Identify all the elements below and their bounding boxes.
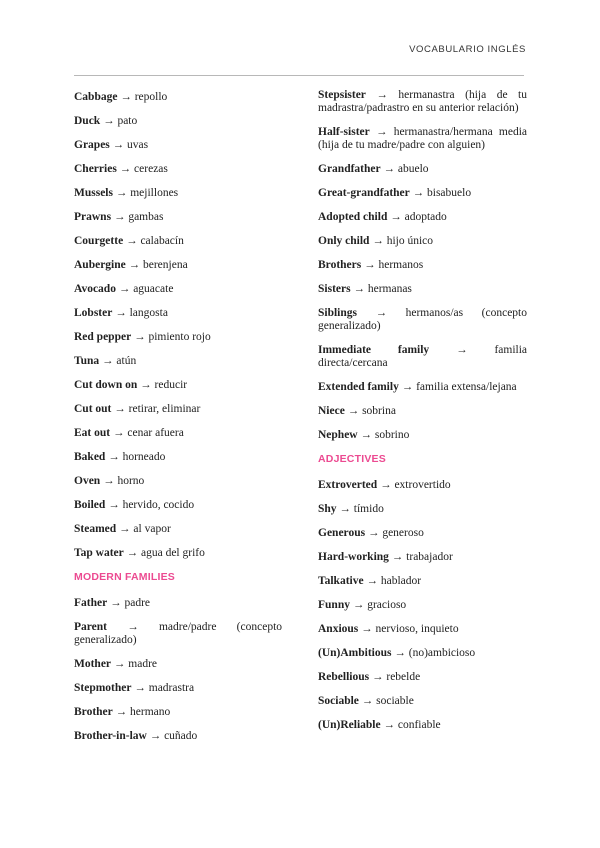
header-divider	[74, 75, 524, 76]
arrow-icon: →	[140, 379, 152, 391]
arrow-icon: →	[120, 91, 132, 103]
vocab-term: (Un)Ambitious	[318, 647, 392, 659]
vocab-translation: horneado	[122, 451, 166, 463]
arrow-icon: →	[390, 211, 402, 223]
vocab-term: Generous	[318, 527, 366, 539]
vocab-translation: adoptado	[404, 211, 447, 223]
vocab-entry	[74, 331, 282, 344]
vocab-entry	[74, 403, 282, 416]
vocab-term: Eat out	[74, 427, 111, 439]
vocab-term: Grapes	[74, 139, 110, 151]
vocab-entry	[74, 597, 282, 610]
vocab-term: Red pepper	[74, 331, 132, 343]
vocab-term: Father	[74, 597, 108, 609]
vocab-entry	[318, 211, 527, 224]
vocab-entry	[74, 283, 282, 296]
vocab-translation: bisabuelo	[427, 187, 472, 199]
vocab-entry	[318, 575, 527, 588]
page-header-title: VOCABULARIO INGLÉS	[409, 44, 526, 55]
vocab-term: Talkative	[318, 575, 364, 587]
arrow-icon: →	[347, 405, 360, 417]
vocab-entry	[74, 187, 282, 200]
vocab-term: Mussels	[74, 187, 113, 199]
arrow-icon: →	[119, 523, 131, 535]
vocab-entry	[74, 730, 282, 743]
vocab-entry	[318, 527, 527, 540]
vocab-term: Hard-working	[318, 551, 389, 563]
vocab-term: Adopted child	[318, 211, 388, 223]
vocab-entry	[74, 379, 282, 392]
vocab-term: Cut down on	[74, 379, 138, 391]
vocab-term: Half-sister	[318, 126, 370, 138]
arrow-icon: →	[112, 427, 125, 439]
vocab-term: Cut out	[74, 403, 112, 415]
vocab-translation: (no)ambicioso	[408, 647, 476, 659]
vocab-term: (Un)Reliable	[318, 719, 381, 731]
arrow-icon: →	[103, 475, 115, 487]
vocab-translation: hermanos/as (concepto generalizado)	[318, 307, 528, 332]
vocab-term: Courgette	[74, 235, 124, 247]
vocab-entry	[318, 503, 527, 516]
arrow-icon: →	[361, 695, 374, 707]
vocab-entry	[318, 551, 527, 564]
arrow-icon: →	[375, 307, 388, 319]
vocab-translation: nervioso, inquieto	[375, 623, 459, 635]
vocab-translation: tímido	[353, 503, 384, 515]
arrow-icon: →	[361, 623, 373, 635]
arrow-icon: →	[372, 671, 384, 683]
arrow-icon: →	[115, 706, 128, 718]
arrow-icon: →	[394, 647, 406, 659]
arrow-icon: →	[372, 235, 384, 247]
vocab-term: Brother	[74, 706, 113, 718]
vocab-entry	[318, 405, 527, 418]
vocab-entry	[74, 523, 282, 536]
vocab-entry	[318, 695, 527, 708]
vocab-translation: hermano	[130, 706, 171, 718]
vocab-entry	[318, 235, 527, 248]
vocab-translation: retirar, eliminar	[128, 403, 201, 415]
arrow-icon: →	[112, 139, 125, 151]
vocab-entry	[318, 259, 527, 272]
vocab-term: Extroverted	[318, 479, 378, 491]
vocab-term: Brother-in-law	[74, 730, 147, 742]
arrow-icon: →	[118, 283, 131, 295]
vocab-term: Mother	[74, 658, 112, 670]
vocab-entry	[318, 479, 527, 492]
vocab-translation: trabajador	[406, 551, 453, 563]
arrow-icon: →	[113, 211, 126, 223]
vocab-translation: langosta	[129, 307, 168, 319]
vocab-term: Cherries	[74, 163, 117, 175]
vocab-entry	[74, 451, 282, 464]
vocab-entry	[74, 658, 282, 671]
arrow-icon: →	[339, 503, 351, 515]
arrow-icon: →	[383, 719, 395, 731]
arrow-icon: →	[128, 259, 141, 271]
vocab-term: Extended family	[318, 381, 399, 393]
vocab-translation: sobrina	[362, 405, 396, 417]
vocab-term: Stepmother	[74, 682, 132, 694]
vocab-term: Prawns	[74, 211, 112, 223]
vocab-term: Aubergine	[74, 259, 126, 271]
arrow-icon: →	[119, 163, 132, 175]
vocab-entry	[318, 187, 527, 200]
vocab-entry	[74, 211, 282, 224]
arrow-icon: →	[456, 344, 468, 356]
vocab-translation: hermanas	[367, 283, 412, 295]
vocab-term: Tap water	[74, 547, 124, 559]
vocab-translation: sobrino	[374, 429, 410, 441]
arrow-icon: →	[134, 331, 146, 343]
vocab-entry	[74, 91, 282, 104]
vocab-translation: repollo	[134, 91, 168, 103]
vocab-term: Grandfather	[318, 163, 381, 175]
arrow-icon: →	[102, 355, 114, 367]
vocab-term: Cabbage	[74, 91, 118, 103]
vocab-translation: pato	[117, 115, 138, 127]
vocab-term: Brothers	[318, 259, 362, 271]
vocab-term: Tuna	[74, 355, 100, 367]
vocab-term: Stepsister	[318, 89, 366, 101]
arrow-icon: →	[367, 527, 380, 539]
vocab-translation: cerezas	[134, 163, 168, 175]
vocab-term: Anxious	[318, 623, 359, 635]
arrow-icon: →	[115, 187, 128, 199]
vocab-entry	[318, 283, 527, 296]
arrow-icon: →	[127, 621, 139, 633]
arrow-icon: →	[108, 451, 120, 463]
vocab-term: Niece	[318, 405, 345, 417]
vocab-term: Oven	[74, 475, 101, 487]
vocab-term: Lobster	[74, 307, 113, 319]
right-column	[318, 89, 527, 743]
vocab-entry	[74, 547, 282, 560]
vocab-translation: madre	[128, 658, 158, 670]
vocab-entry	[74, 307, 282, 320]
vocab-translation: familia directa/cercana	[318, 344, 528, 369]
vocab-translation: rebelde	[386, 671, 421, 683]
vocab-entry	[318, 381, 527, 394]
vocab-term: Duck	[74, 115, 101, 127]
arrow-icon: →	[115, 307, 127, 319]
arrow-icon: →	[391, 551, 404, 563]
vocab-entry	[318, 623, 527, 636]
vocab-term: Avocado	[74, 283, 116, 295]
vocab-translation: hermanastra (hija de tu madrastra/padrastro en su anterior relación)	[318, 89, 527, 114]
vocab-term: Rebellious	[318, 671, 370, 683]
vocab-entry	[74, 475, 282, 488]
vocab-entry	[318, 126, 527, 152]
vocab-entry	[74, 139, 282, 152]
vocab-translation: padre	[124, 597, 151, 609]
arrow-icon: →	[126, 235, 138, 247]
arrow-icon: →	[380, 479, 392, 491]
vocab-term: Nephew	[318, 429, 358, 441]
vocab-translation: al vapor	[133, 523, 171, 535]
vocab-entry	[318, 429, 527, 442]
vocab-entry	[318, 647, 527, 660]
vocab-translation: extrovertido	[394, 479, 451, 491]
vocab-translation: gracioso	[367, 599, 407, 611]
arrow-icon: →	[360, 429, 372, 441]
arrow-icon: →	[103, 115, 115, 127]
vocab-translation: gambas	[128, 211, 164, 223]
vocab-term: Boiled	[74, 499, 106, 511]
vocab-translation: madre/padre (concepto generalizado)	[74, 621, 283, 646]
vocab-entry	[74, 427, 282, 440]
vocab-translation: hijo único	[386, 235, 434, 247]
vocab-entry	[74, 706, 282, 719]
vocab-entry	[318, 307, 527, 333]
vocab-entry	[74, 235, 282, 248]
arrow-icon: →	[113, 658, 126, 670]
vocab-translation: hervido, cocido	[122, 499, 195, 511]
vocab-entry	[74, 115, 282, 128]
arrow-icon: →	[364, 259, 376, 271]
vocab-entry	[74, 499, 282, 512]
vocab-translation: abuelo	[397, 163, 429, 175]
left-column	[74, 91, 282, 754]
vocab-term: Siblings	[318, 307, 357, 319]
vocab-entry	[318, 599, 527, 612]
vocab-translation: agua del grifo	[140, 547, 205, 559]
arrow-icon: →	[149, 730, 162, 742]
arrow-icon: →	[383, 163, 395, 175]
vocab-translation: mejillones	[130, 187, 179, 199]
vocab-translation: berenjena	[143, 259, 188, 271]
arrow-icon: →	[108, 499, 120, 511]
vocab-translation: reducir	[154, 379, 188, 391]
vocab-translation: horno	[117, 475, 145, 487]
section-heading: MODERN FAMILIES	[74, 571, 176, 583]
vocab-translation: familia extensa/lejana	[416, 381, 517, 393]
vocab-entry	[318, 671, 527, 684]
vocab-entry	[74, 621, 282, 647]
vocab-entry	[318, 89, 527, 115]
vocab-entry	[74, 682, 282, 695]
arrow-icon: →	[376, 89, 388, 101]
vocab-translation: cuñado	[164, 730, 198, 742]
vocab-translation: atún	[116, 355, 137, 367]
vocab-term: Sisters	[318, 283, 351, 295]
vocab-translation: hermanos	[378, 259, 424, 271]
vocab-entry	[74, 163, 282, 176]
arrow-icon: →	[110, 597, 122, 609]
vocab-translation: aguacate	[133, 283, 174, 295]
section-heading: ADJECTIVES	[318, 453, 386, 465]
vocab-entry	[74, 355, 282, 368]
vocab-translation: pimiento rojo	[148, 331, 211, 343]
arrow-icon: →	[375, 126, 388, 138]
vocab-translation: hermanastra/hermana media (hija de tu madre/padre con alguien)	[318, 126, 528, 151]
vocab-term: Funny	[318, 599, 350, 611]
vocab-term: Steamed	[74, 523, 117, 535]
vocab-term: Only child	[318, 235, 370, 247]
arrow-icon: →	[401, 381, 414, 393]
vocab-translation: madrastra	[148, 682, 195, 694]
arrow-icon: →	[114, 403, 126, 415]
arrow-icon: →	[134, 682, 146, 694]
arrow-icon: →	[366, 575, 378, 587]
vocab-term: Great-grandfather	[318, 187, 410, 199]
arrow-icon: →	[126, 547, 139, 559]
vocab-term: Parent	[74, 621, 108, 633]
vocab-translation: sociable	[376, 695, 414, 707]
arrow-icon: →	[353, 283, 365, 295]
vocab-translation: uvas	[127, 139, 149, 151]
vocab-term: Sociable	[318, 695, 359, 707]
vocab-entry	[74, 259, 282, 272]
vocab-translation: hablador	[380, 575, 422, 587]
vocab-translation: cenar afuera	[127, 427, 184, 439]
vocab-term: Shy	[318, 503, 337, 515]
vocab-entry	[318, 163, 527, 176]
arrow-icon: →	[412, 187, 425, 199]
vocab-translation: confiable	[397, 719, 441, 731]
vocab-translation: calabacín	[140, 235, 184, 247]
vocab-entry	[318, 719, 527, 732]
vocab-term: Immediate family	[318, 344, 430, 356]
arrow-icon: →	[352, 599, 365, 611]
vocab-term: Baked	[74, 451, 106, 463]
vocab-entry	[318, 344, 527, 370]
vocab-translation: generoso	[382, 527, 424, 539]
